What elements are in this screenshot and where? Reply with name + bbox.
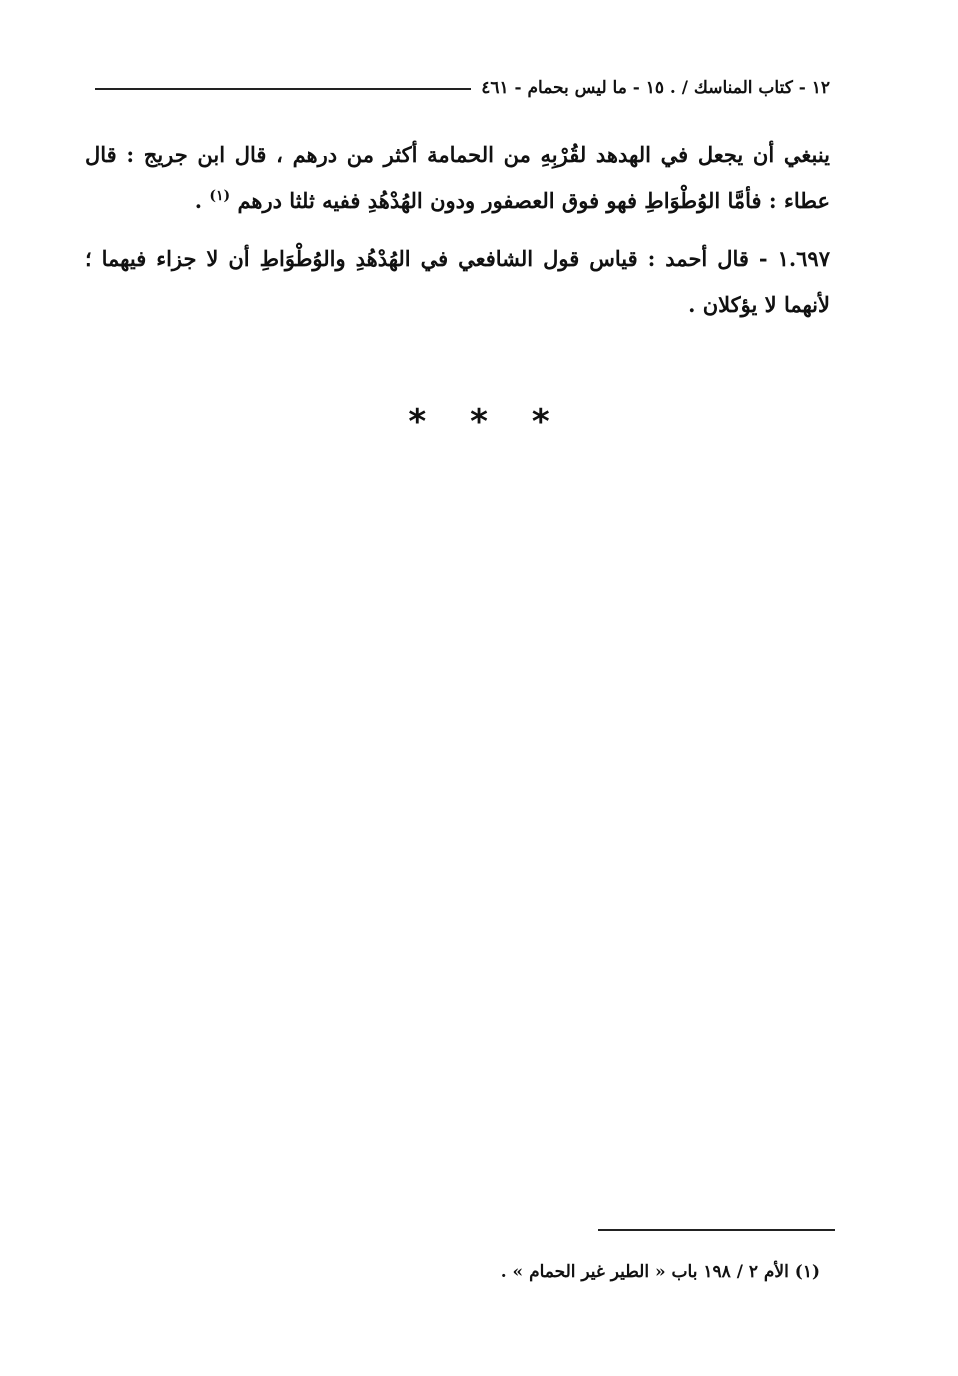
paragraph-2: ١.٦٩٧ - قال أحمد : قياس قول الشافعي في الهُدْهُدِ والوُطْوَاطِ أن لا جزاء فيهما ؛ لأنهما لا يؤكلان . [85, 246, 830, 317]
header-rule [95, 88, 471, 90]
footnote: (١) الأم ٢ / ١٩٨ باب « الطير غير الحمام » . [500, 1262, 820, 1282]
paragraph-1-text: ينبغي أن يجعل في الهدهد لقُرْبِهِ من الحمامة أكثر من درهم ، قال ابن جريج : قال عطاء : فأمَّا الوُطْوَاطِ فهو فوق العصفور ودون الهُدْهُدِ ففيه ثلثا درهم [85, 142, 830, 213]
section-ornament: *** [408, 402, 594, 442]
running-header-title: ١٢ - كتاب المناسك / . ١٥ - ما ليس بحمام - ٤٦١ [481, 78, 830, 98]
paragraph-1-end: . [194, 188, 210, 213]
footnote-reference: (١) [209, 188, 231, 204]
running-header [95, 70, 830, 106]
body-text [85, 132, 830, 340]
paragraph-1 [85, 132, 830, 224]
footnote-rule [598, 1229, 835, 1231]
